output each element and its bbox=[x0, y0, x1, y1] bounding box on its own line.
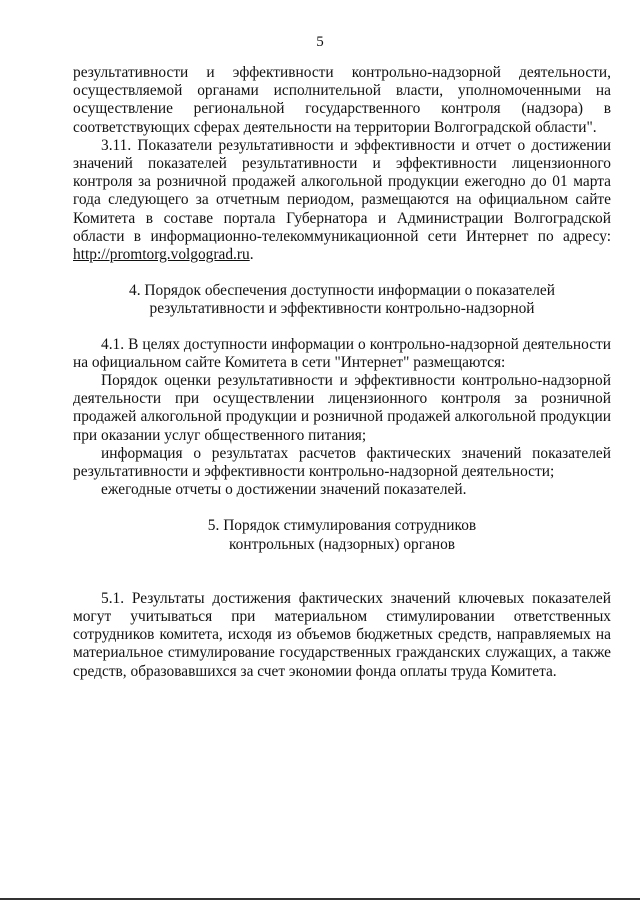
promtorg-link[interactable]: http://promtorg.volgograd.ru bbox=[73, 246, 250, 264]
spacer bbox=[73, 264, 611, 282]
section-4-heading-line2: результативности и эффективности контрольно-надзорной bbox=[149, 300, 535, 318]
page-number: 5 bbox=[316, 34, 324, 50]
section-5-heading-line2: контрольных (надзорных) органов bbox=[228, 535, 456, 553]
section-4-heading bbox=[73, 282, 611, 318]
paragraph-4-1: 4.1. В целях доступности информации о контрольно-надзорной деятельности на официальном сайте Комитета в сети "Интернет" размещаются: bbox=[73, 335, 611, 371]
list-item-annual-reports: ежегодные отчеты о достижении значений показателей. bbox=[101, 481, 467, 499]
paragraph-3-11-text: 3.11. Показатели результативности и эффективности и отчет о достижении значений показателей результативности и эффективности лицензионного контроля за розничной продажей алкогольной продукции ежегодно до 01 марта года следующего за отчетным периодом, размещаются на официальном сайте Комитета в составе портала Губернатора и Администрации Волгоградской области в информационно-телекоммуникационной сети Интернет по адресу: bbox=[73, 136, 611, 245]
list-item-calculation-results: информация о результатах расчетов фактических значений показателей результативности и эффективности контрольно-надзорной деятельности; bbox=[73, 444, 611, 481]
spacer bbox=[73, 319, 611, 336]
document-body bbox=[73, 64, 611, 681]
section-4-heading-line1: 4. Порядок обеспечения доступности информации о показателей bbox=[129, 282, 555, 300]
paragraph-3-11 bbox=[73, 137, 611, 264]
spacer bbox=[73, 554, 611, 590]
spacer bbox=[73, 499, 611, 517]
section-5-heading-line1: 5. Порядок стимулирования сотрудников bbox=[207, 517, 477, 535]
paragraph-continuation: результативности и эффективности контрольно-надзорной деятельности, осуществляемой органами исполнительной власти, уполномоченными на осуществление региональной государственного контроля (надзора) в соответствующих сферах деятельности на территории Волгоградской области". bbox=[73, 64, 611, 136]
paragraph-3-11-end: . bbox=[249, 246, 254, 264]
scan-edge-line bbox=[0, 898, 640, 900]
list-item-evaluation-procedure: Порядок оценки результативности и эффективности контрольно-надзорной деятельности при осуществлении лицензионного контроля за розничной продажей алкогольной продукции и розничной продажей алкогольной продукции при оказании услуг общественного питания; bbox=[73, 372, 611, 444]
section-5-heading bbox=[73, 517, 611, 553]
paragraph-5-1: 5.1. Результаты достижения фактических значений ключевых показателей могут учитываться при материальном стимулировании ответственных сотрудников комитета, исходя из объемов бюджетных средств, направляемых на материальное стимулирование государственных гражданских служащих, а также средств, образовавшихся за счет экономии фонда оплаты труда Комитета. bbox=[73, 589, 611, 680]
